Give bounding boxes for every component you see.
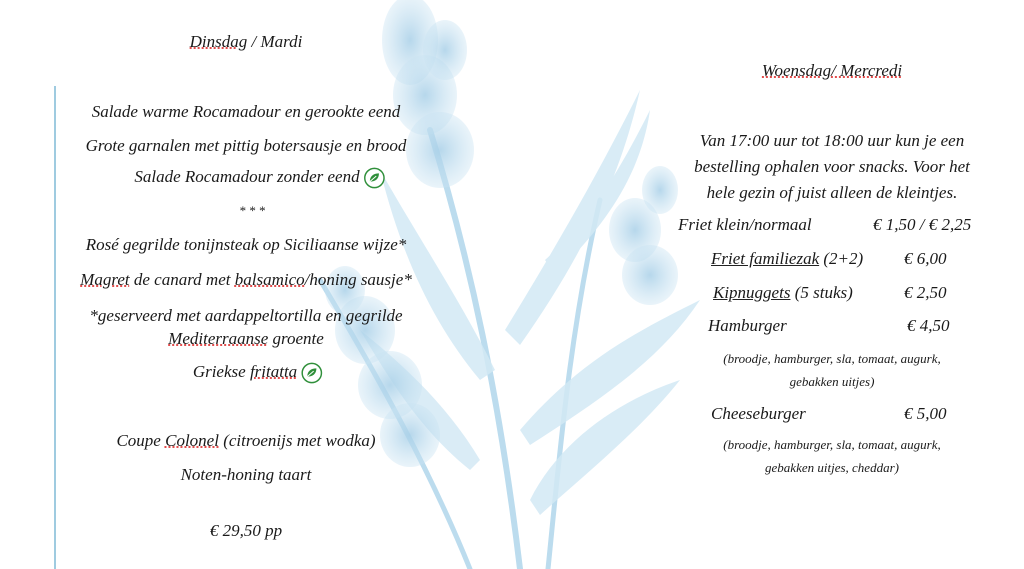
veg-main: Griekse fritatta	[193, 362, 323, 384]
intro-line-1: Van 17:00 uur tot 18:00 uur kun je een	[699, 131, 965, 150]
course-separator: * * *	[239, 203, 265, 218]
item-familiezak-name: Friet familiezak (2+2)	[711, 249, 864, 268]
item-kipnuggets-price: € 2,50	[904, 283, 947, 302]
starter-1: Salade warme Rocamadour en gerookte eend	[91, 102, 401, 121]
intro-line-2: bestelling ophalen voor snacks. Voor het	[694, 157, 970, 176]
cheeseburger-desc-1: (broodje, hamburger, sla, tomaat, augurk,	[723, 437, 941, 452]
item-cheeseburger-name: Cheeseburger	[711, 404, 806, 423]
item-familiezak-price: € 6,00	[904, 249, 947, 268]
intro-line-3: hele gezin of juist alleen de kleintjes.	[706, 183, 958, 202]
main-2: Magret de canard met balsamico/honing sausje*	[80, 270, 412, 289]
item-hamburger-price: € 4,50	[907, 316, 950, 335]
left-vertical-rule	[54, 86, 56, 569]
item-friet-name: Friet klein/normaal	[678, 215, 812, 234]
starter-3: Salade Rocamadour zonder eend	[134, 167, 385, 189]
main-note-line-2: Mediterraanse groente	[168, 329, 324, 348]
item-hamburger-name: Hamburger	[708, 316, 787, 335]
cheeseburger-desc-2: gebakken uitjes, cheddar)	[765, 460, 899, 475]
starter-2: Grote garnalen met pittig botersausje en brood	[85, 136, 407, 155]
main-note-line-1: *geserveerd met aardappeltortilla en gegrilde	[89, 306, 403, 325]
vegetarian-leaf-icon	[364, 167, 386, 189]
item-cheeseburger-price: € 5,00	[904, 404, 947, 423]
left-heading: Dinsdag / Mardi	[189, 32, 303, 51]
hamburger-desc-2: gebakken uitjes)	[789, 374, 875, 389]
vegetarian-leaf-icon	[301, 362, 323, 384]
dessert-2: Noten-honing taart	[180, 465, 312, 484]
right-heading: Woensdag/ Mercredi	[761, 61, 903, 80]
item-kipnuggets-name: Kipnuggets (5 stuks)	[713, 283, 853, 302]
menu-price: € 29,50 pp	[209, 521, 283, 540]
main-1: Rosé gegrilde tonijnsteak op Siciliaanse wijze*	[85, 235, 407, 254]
hamburger-desc-1: (broodje, hamburger, sla, tomaat, augurk,	[723, 351, 941, 366]
item-friet-price: € 1,50 / € 2,25	[873, 215, 972, 234]
dessert-1: Coupe Colonel (citroenijs met wodka)	[116, 431, 376, 450]
